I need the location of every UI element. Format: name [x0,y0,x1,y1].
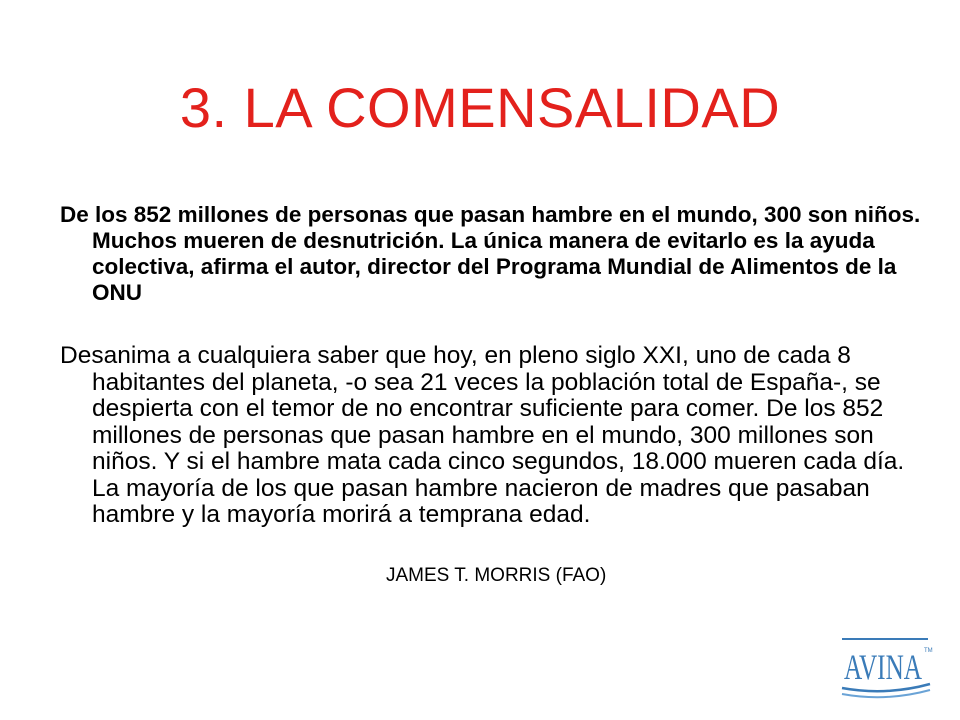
svg-text:AVINA: AVINA [844,647,922,687]
svg-text:TM: TM [924,648,933,654]
intro-paragraph: De los 852 millones de personas que pasan hambre en el mundo, 300 son niños. Muchos mueren de desnutrición. La única manera de evitarlo es la ayuda colectiva, afirma el autor, director del Programa Mundial de Alimentos de la ONU [60,202,921,305]
avina-logo [836,632,936,708]
slide-title: 3. LA COMENSALIDAD [179,75,781,139]
body-paragraph: Desanima a cualquiera saber que hoy, en pleno siglo XXI, uno de cada 8 habitantes del planeta, -o sea 21 veces la población total de España-, se despierta con el temor de no encontrar suficiente para comer. De los 852 millones de personas que pasan hambre en el mundo, 300 millones son niños. Y si el hambre mata cada cinco segundos, 18.000 mueren cada día. La mayoría de los que pasan hambre nacieron de madres que pasaban hambre y la mayoría morirá a temprana edad. [60,342,905,528]
author-signature: JAMES T. MORRIS (FAO) [386,565,607,586]
